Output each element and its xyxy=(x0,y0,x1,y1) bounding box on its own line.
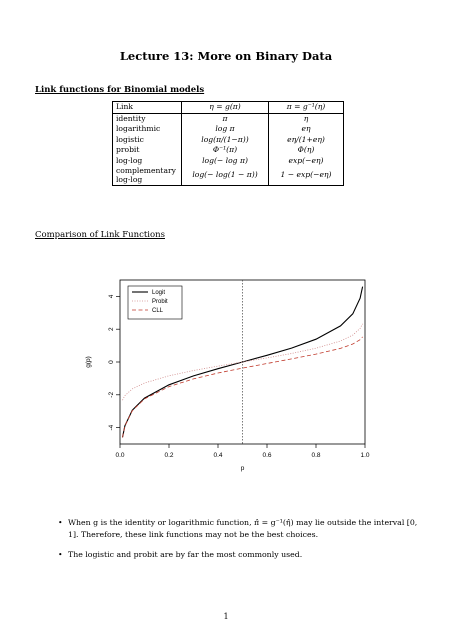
table-row xyxy=(113,145,344,156)
table-header-cell: Link xyxy=(113,102,182,114)
link-functions-table xyxy=(112,101,344,186)
bullet-item xyxy=(58,549,426,561)
y-tick-label: 0 xyxy=(108,360,115,364)
table-cell: log(− log π) xyxy=(182,156,269,167)
table-cell: eη/(1+eη) xyxy=(269,135,344,146)
y-tick-label: -4 xyxy=(108,424,115,431)
x-axis-label: p xyxy=(240,465,245,472)
bullet-icon: • xyxy=(58,550,63,560)
y-axis-label: g(p) xyxy=(85,356,92,368)
x-tick-label: 0.2 xyxy=(164,452,174,459)
table-header-cell: η = g(π) xyxy=(182,102,269,114)
bullet-list xyxy=(58,517,426,569)
table-row xyxy=(113,166,344,186)
x-tick-label: 1.0 xyxy=(360,452,370,459)
chart-section-heading: Comparison of Link Functions xyxy=(35,230,165,240)
table-row xyxy=(113,156,344,167)
section-heading: Link functions for Binomial models xyxy=(35,85,205,95)
table-row xyxy=(113,113,344,124)
table-cell: Φ(η) xyxy=(269,145,344,156)
table-cell: η xyxy=(269,113,344,124)
page-title: Lecture 13: More on Binary Data xyxy=(119,49,333,63)
table-cell: log-log xyxy=(113,156,182,167)
table-cell: log(− log(1 − π)) xyxy=(182,166,269,186)
x-tick-label: 0.0 xyxy=(115,452,125,459)
y-tick-label: -2 xyxy=(108,391,115,398)
bullet-item xyxy=(58,517,426,541)
table-cell: π xyxy=(182,113,269,124)
x-tick-label: 0.8 xyxy=(311,452,321,459)
legend-label: Probit xyxy=(152,299,168,306)
y-tick-label: 4 xyxy=(108,294,115,299)
table-row xyxy=(113,135,344,146)
y-tick-label: 2 xyxy=(108,327,115,332)
legend-label: CLL xyxy=(152,308,164,315)
table-header-cell: π = g⁻¹(η) xyxy=(269,102,344,114)
table-cell: identity xyxy=(113,113,182,124)
legend-label: Logit xyxy=(152,290,166,297)
table-cell: log π xyxy=(182,124,269,135)
table-cell: complementary log-log xyxy=(113,166,182,186)
table-cell: logistic xyxy=(113,135,182,146)
table-header-row xyxy=(113,102,344,114)
page-number: 1 xyxy=(223,612,229,621)
x-tick-label: 0.4 xyxy=(213,452,223,459)
table-cell: exp(−eη) xyxy=(269,156,344,167)
x-tick-label: 0.6 xyxy=(262,452,272,459)
table-cell: probit xyxy=(113,145,182,156)
bullet-text: The logistic and probit are by far the most commonly used. xyxy=(68,550,303,560)
table-cell: 1 − exp(−eη) xyxy=(269,166,344,186)
chart-svg xyxy=(80,272,380,482)
bullet-text: When g is the identity or logarithmic function, π̂ = g⁻¹(η̂) may lie outside the interval [0, 1]. Therefore, these link functions may not be the best choices. xyxy=(68,518,418,540)
table-cell: eη xyxy=(269,124,344,135)
bullet-icon: • xyxy=(58,518,63,527)
table-cell: log(π/(1−π)) xyxy=(182,135,269,146)
table-cell: Φ⁻¹(π) xyxy=(182,145,269,156)
table-row xyxy=(113,124,344,135)
link-comparison-chart xyxy=(80,272,380,482)
table-cell: logarithmic xyxy=(113,124,182,135)
